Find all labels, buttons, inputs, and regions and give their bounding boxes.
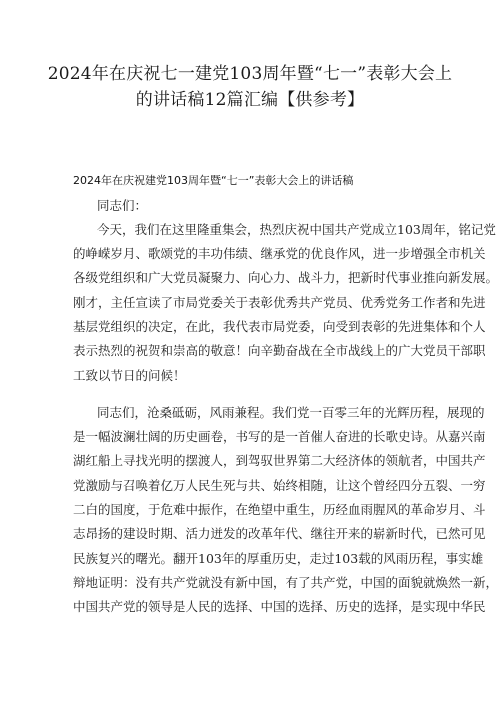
body-line: 的峥嵘岁月、歌颂党的丰功伟绩、继承党的优良作风，进一步增强全市机关 [73,246,486,261]
body-line: 基层党组织的决定，在此，我代表市局党委，向受到表彰的先进集体和个人 [73,319,486,334]
greeting: 同志们： [97,198,148,213]
body-line: 志昂扬的建设时期、活力迸发的改革年代、继往开来的崭新时代，已然可见 [73,526,486,541]
body-line: 中国共产党的领导是人民的选择、中国的选择、历史的选择，是实现中华民 [73,599,486,614]
body-line: 表示热烈的祝贺和崇高的敬意！向辛勤奋战在全市战线上的广大党员干部职 [73,343,486,358]
document-title-line-1: 2024年在庆祝七一建党103周年暨“七一”表彰大会上 [47,64,453,84]
body-line: 各级党组织和广大党员凝聚力、向心力、战斗力，把新时代事业推向新发展。 [73,270,499,285]
body-line: 二白的国度，于危难中振作，在绝望中重生，历经血雨腥风的革命岁月、斗 [73,502,486,517]
document-title-line-2: 的讲话稿12篇汇编【供参考】 [135,90,365,110]
body-line: 今天，我们在这里隆重集会，热烈庆祝中国共产党成立103周年，铭记党 [97,222,496,237]
body-line: 同志们，沧桑砥砺，风雨兼程。我们党一百零三年的光辉历程，展现的 [97,405,485,420]
body-line: 民族复兴的曙光。翻开103年的厚重历史，走过103载的风雨历程，事实雄 [73,551,484,566]
body-line: 党激励与召唤着亿万人民生死与共、始终相随，让这个曾经四分五裂、一穷 [73,478,486,493]
body-line: 是一幅波澜壮阔的历史画卷，书写的是一首催人奋进的长歌史诗。从嘉兴南 [73,429,486,444]
body-line: 湖红船上寻找光明的摆渡人，到驾驭世界第二大经济体的领航者，中国共产 [73,453,486,468]
section-heading: 2024年在庆祝建党103周年暨“七一”表彰大会上的讲话稿 [73,174,354,187]
body-line: 辩地证明：没有共产党就没有新中国，有了共产党，中国的面貌就焕然一新， [73,575,499,590]
body-line: 工致以节日的问候！ [73,368,186,383]
body-line: 刚才，主任宣读了市局党委关于表彰优秀共产党员、优秀党务工作者和先进 [73,295,486,310]
